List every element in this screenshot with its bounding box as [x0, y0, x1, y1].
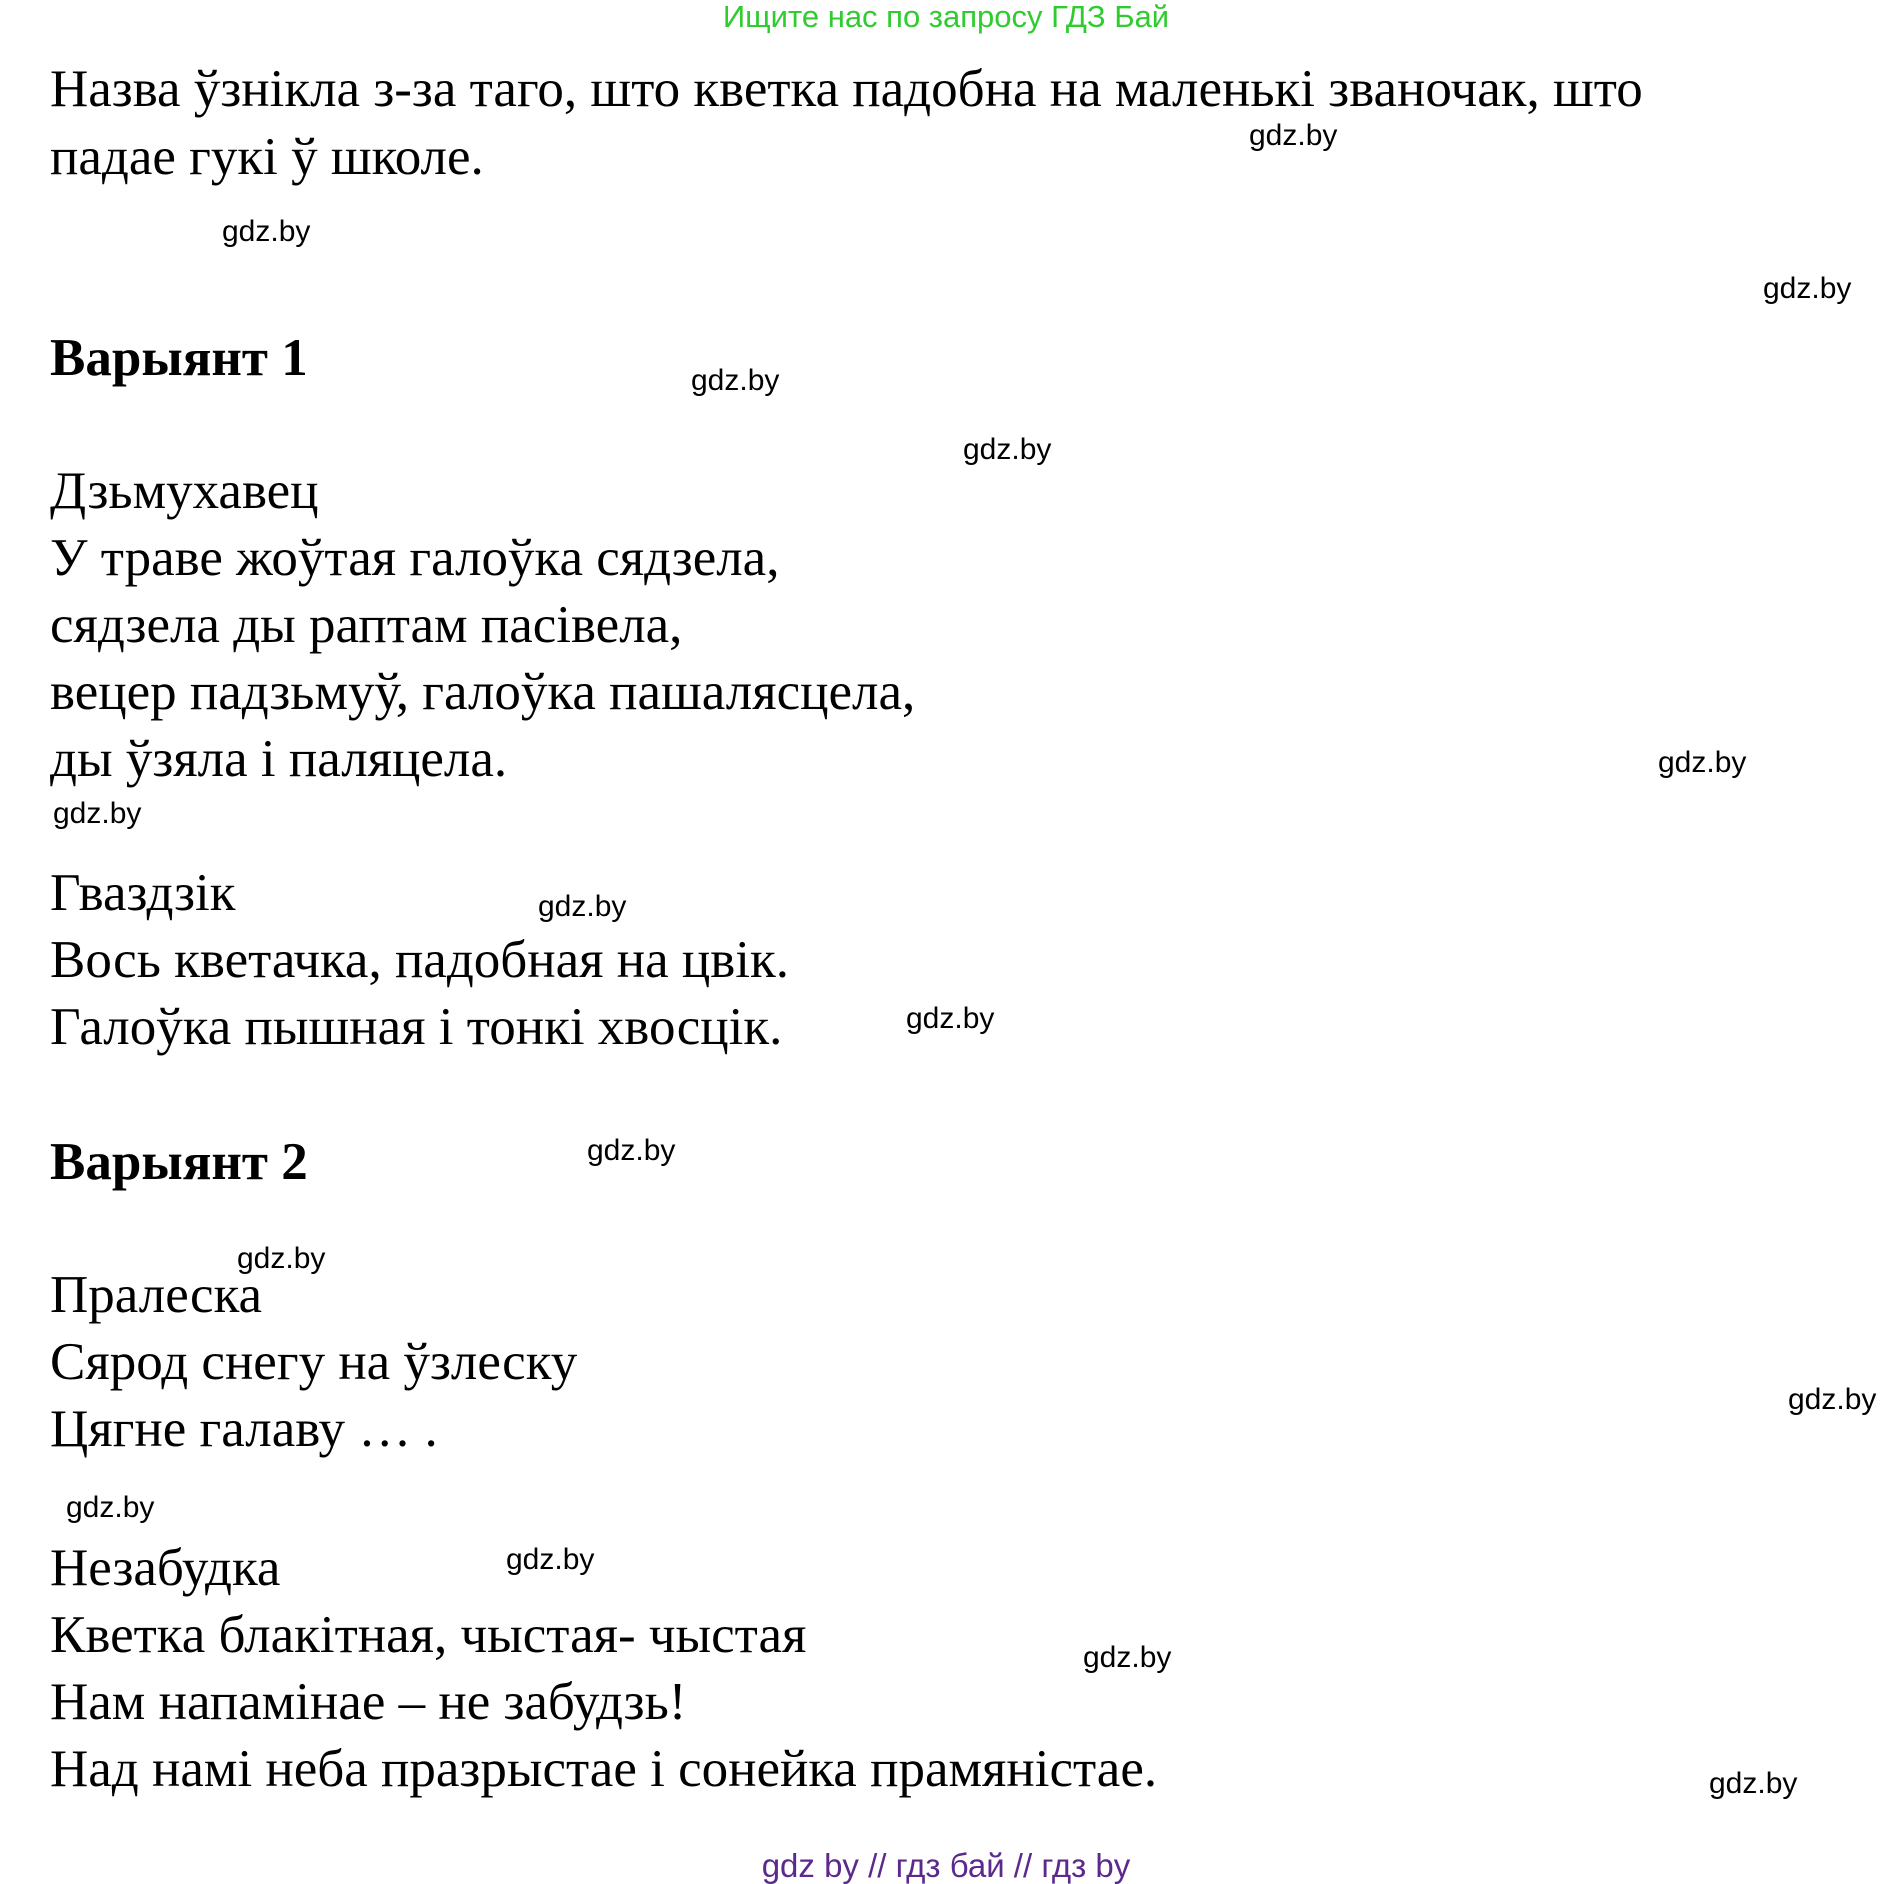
poem-title-nezabudka: Незабудка: [50, 1539, 281, 1597]
poem-title-dzmukhavets: Дзьмухавец: [50, 462, 319, 520]
watermark: gdz.by: [538, 890, 627, 923]
intro-line-1: Назва ўзнікла з-за таго, што кветка падобна на маленькі званочак, што: [50, 60, 1643, 118]
poem-line: Над намі неба празрыстае і сонейка прамяністае.: [50, 1740, 1158, 1798]
poem-line: Сярод снегу на ўзлеску: [50, 1333, 578, 1391]
poem-line: Вось кветачка, падобная на цвік.: [50, 931, 790, 989]
watermark: gdz.by: [587, 1134, 676, 1167]
poem-line: ды ўзяла і паляцела.: [50, 730, 508, 788]
watermark: gdz.by: [963, 433, 1052, 466]
watermark: gdz.by: [1658, 746, 1747, 779]
variant-1-heading: Варыянт 1: [50, 329, 308, 387]
watermark: gdz.by: [1083, 1641, 1172, 1674]
poem-line: Нам напамінае – не забудзь!: [50, 1673, 687, 1731]
intro-line-2: падае гукі ў школе.: [50, 128, 484, 186]
poem-title-praleska: Пралеска: [50, 1266, 263, 1324]
watermark: gdz.by: [53, 797, 142, 830]
watermark: gdz.by: [906, 1002, 995, 1035]
watermark: gdz.by: [66, 1491, 155, 1524]
watermark: gdz.by: [506, 1543, 595, 1576]
search-banner: Ищите нас по запросу ГДЗ Бай: [722, 0, 1170, 34]
poem-line: вецер падзьмуў, галоўка пашалясцела,: [50, 663, 916, 721]
watermark: gdz.by: [237, 1242, 326, 1275]
poem-line: У траве жоўтая галоўка сядзела,: [50, 529, 780, 587]
poem-title-gvazdzik: Гваздзік: [50, 864, 236, 922]
poem-line: Кветка блакітная, чыстая- чыстая: [50, 1606, 807, 1664]
watermark: gdz.by: [1709, 1767, 1798, 1800]
poem-line: Цягне галаву … .: [50, 1400, 438, 1458]
watermark: gdz.by: [1788, 1383, 1877, 1416]
footer-links: gdz by // гдз бай // гдз by: [761, 1847, 1131, 1884]
watermark: gdz.by: [222, 215, 311, 248]
watermark: gdz.by: [1763, 272, 1852, 305]
poem-line: Галоўка пышная і тонкі хвосцік.: [50, 998, 783, 1056]
watermark: gdz.by: [691, 364, 780, 397]
poem-line: сядзела ды раптам пасівела,: [50, 596, 683, 654]
watermark: gdz.by: [1249, 119, 1338, 152]
variant-2-heading: Варыянт 2: [50, 1133, 308, 1191]
